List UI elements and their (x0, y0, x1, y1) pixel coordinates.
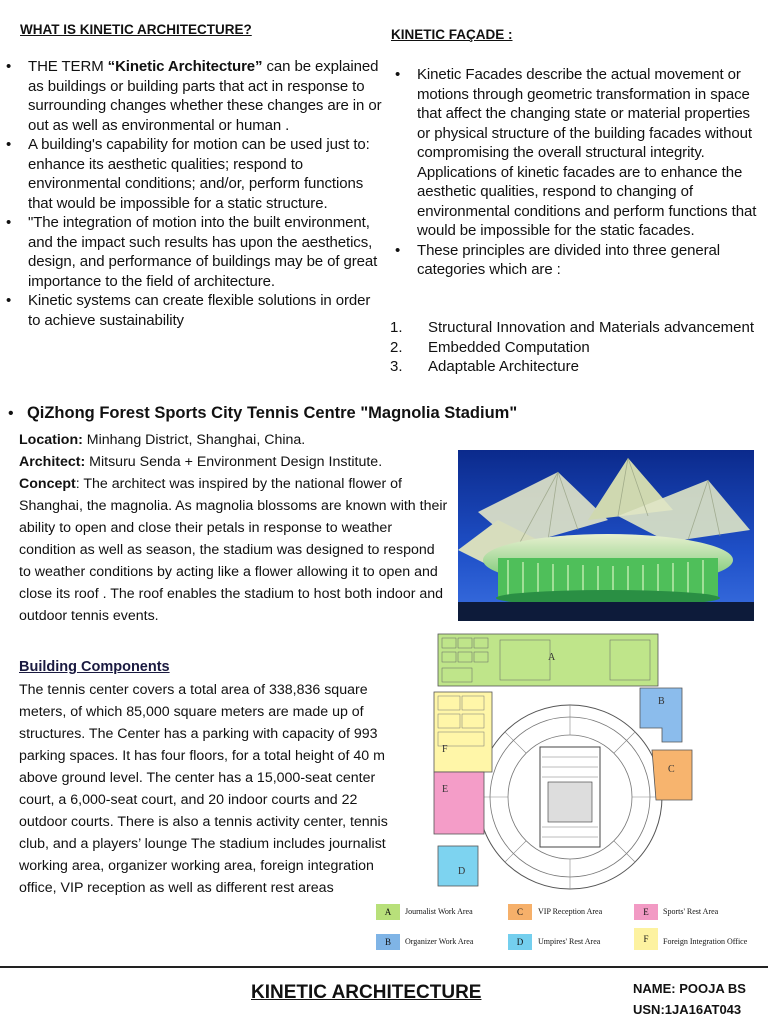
case-study-title: QiZhong Forest Sports City Tennis Centre "Magnolia Stadium" (26, 404, 518, 422)
item-text: Embedded Computation (428, 338, 590, 356)
stadium-photo (458, 450, 754, 621)
legend-swatch-c (508, 904, 532, 920)
components-heading: Building Components (19, 659, 170, 675)
bullet-dot: • (8, 405, 27, 422)
left-bullet (0, 291, 382, 330)
author-usn: USN:1JA16AT043 (633, 1002, 742, 1017)
item-number: 2. (390, 338, 403, 356)
legend-swatch-a (376, 904, 400, 920)
components-text: The tennis center covers a total area of 338,836 square meters, of which 85,000 square meters are made up of structures. The Center has a parking with capacity of 993 parking spaces. It has four floors, for a total height of 40 m above ground level. The center has a 15,000-seat center court, a 6,000-seat court, and 20 indoor courts and 22 outdoor courts. There is also a tennis activity center, tennis club, and a players’ lounge The stadium includes journalist working area, organizer working area, foreign integration office, VIP reception as well as different rest areas (19, 682, 388, 896)
legend-swatch-b (376, 934, 400, 950)
legend-code: E (643, 907, 649, 917)
right-bullet: • Kinetic Facades describe the actual movement or motions through geometric transformation in space that affect the changing state or material properties or physical structure of the building facades without compromising the overall structural integrity. Applications of kinetic facades are to enhance the aesthetic qualities, respond to changing of environmental conditions and perform functions that would be impossible for the static facades. (389, 65, 761, 241)
case-study-body (19, 429, 449, 627)
concept-para (19, 473, 449, 627)
case-title-row (8, 404, 517, 423)
right-heading: KINETIC FAÇADE : (391, 27, 513, 42)
legend-label-a: Journalist Work Area (405, 907, 473, 916)
right-bullet-list (389, 65, 761, 280)
item-number: 3. (390, 358, 403, 375)
zone-label-f: F (442, 744, 448, 755)
left-bullet (0, 213, 382, 291)
bullet-text: can be explained as buildings or building parts that act in response to surrounding changes whether these changes are in or out as well as environmental or human . (28, 58, 382, 134)
right-bullet: • These principles are divided into three general categories which are : (389, 241, 761, 280)
footer-divider (0, 966, 768, 968)
location-line (19, 429, 449, 451)
left-bullet (0, 57, 382, 135)
footer-title: KINETIC ARCHITECTURE (251, 982, 482, 1003)
category-item (390, 318, 760, 338)
left-bullet-list (0, 57, 382, 330)
zone-label-c: C (668, 764, 675, 775)
left-bullet (0, 135, 382, 213)
architect-label: Architect: (19, 454, 86, 470)
location-label: Location: (19, 432, 83, 448)
legend-label-d: Umpires' Rest Area (538, 937, 601, 946)
architect-line (19, 451, 449, 473)
legend-swatch-e (634, 904, 658, 920)
author-name: NAME: POOJA BS (633, 981, 746, 996)
floor-plan (430, 632, 694, 900)
left-heading: WHAT IS KINETIC ARCHITECTURE? (20, 22, 252, 37)
item-text: Adaptable Architecture (428, 358, 579, 375)
legend-label-c: VIP Reception Area (538, 907, 603, 916)
legend-code: D (516, 937, 524, 947)
location-value: Minhang District, Shanghai, China. (82, 432, 306, 448)
legend-label-b: Organizer Work Area (405, 937, 474, 946)
legend-swatch-d (508, 934, 532, 950)
bullet-text: A building's capability for motion can be used just to: enhance its aesthetic qualities; respond to environmental conditions; and/or, perform functions that would be impossible for a static structure. (28, 136, 370, 212)
architect-value: Mitsuru Senda + Environment Design Institute. (85, 454, 383, 470)
legend-swatch-f (634, 928, 658, 950)
stadium-photo-illustration (458, 450, 754, 621)
legend-label-f: Foreign Integration Office (663, 937, 748, 946)
floor-plan-illustration (430, 632, 694, 900)
item-number: 1. (390, 319, 403, 336)
concept-label: Concept (19, 476, 76, 492)
bullet-text: "The integration of motion into the built environment, and the impact such results has upon the aesthetics, design, and performance of buildings may be of great importance to the field of architecture. (28, 214, 378, 290)
zone-label-d: D (458, 866, 466, 877)
category-item (390, 338, 760, 358)
zone-label-a: A (548, 652, 556, 663)
zone-label-b: B (658, 696, 665, 707)
zone-label-e: E (442, 784, 449, 795)
legend-code: A (384, 907, 392, 917)
legend-code: C (516, 907, 523, 917)
legend-code: B (384, 937, 391, 947)
legend-code: F (643, 934, 649, 944)
author-block (633, 978, 746, 1020)
bullet-text: THE TERM (28, 58, 108, 75)
plan-legend (372, 902, 764, 956)
category-item (390, 357, 760, 377)
item-text: Structural Innovation and Materials advancement (428, 319, 755, 336)
legend-label-e: Sports' Rest Area (663, 907, 719, 916)
bullet-text: Kinetic systems can create flexible solutions in order to achieve sustainability (28, 292, 371, 329)
bullet-emphasis: “Kinetic Architecture” (107, 58, 263, 75)
concept-text: : The architect was inspired by the national flower of Shanghai, the magnolia. As magnolia blossoms are known with their ability to open and close their petals in response to weather condition as well as season, the stadium was designed to respond to weather conditions by acting like a flower allowing it to open and close its roof . The roof enables the stadium to host both indoor and outdoor tennis events. (19, 476, 448, 624)
category-list (390, 318, 760, 377)
